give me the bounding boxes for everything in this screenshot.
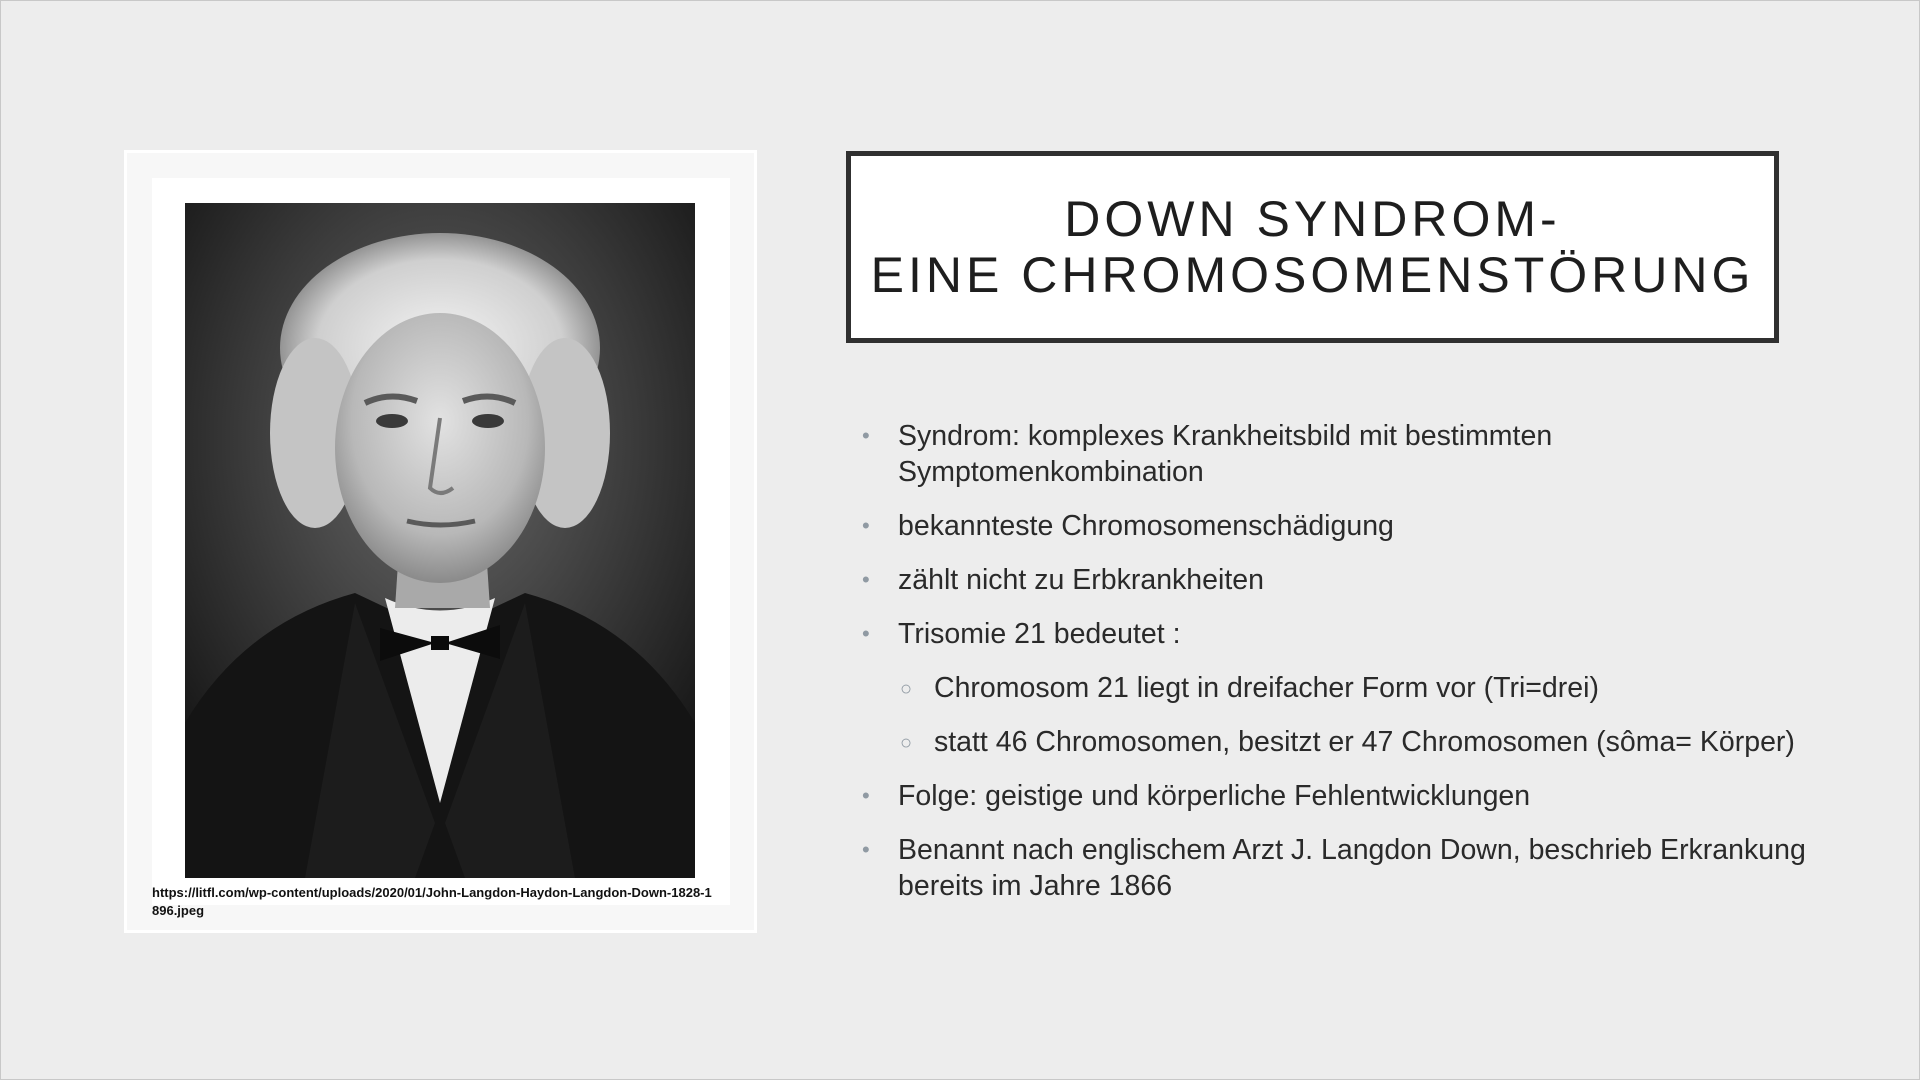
bullet-text-line: Benannt nach englischem Arzt J. Langdon Down, beschrieb Erkrankung [898, 834, 1806, 866]
circle-bullet-icon: ○ [900, 732, 913, 754]
bullet-dot-icon: • [862, 837, 870, 862]
slide-title-line2: EINE CHROMOSOMENSTÖRUNG [870, 247, 1755, 303]
sub-bullet-text: Chromosom 21 liegt in dreifacher Form vor (Tri=drei) [934, 672, 1599, 704]
bullet-text: zählt nicht zu Erbkrankheiten [898, 564, 1264, 596]
bullet-text: Folge: geistige und körperliche Fehlentwicklungen [898, 780, 1531, 812]
bullet-dot-icon: • [862, 513, 870, 538]
title-box [846, 151, 1779, 343]
bullet-dot-icon: • [862, 567, 870, 592]
bullet-item [862, 832, 1862, 904]
bullet-item [862, 508, 1862, 544]
bullet-text-line: Symptomenkombination [898, 456, 1204, 488]
bullet-text: Trisomie 21 bedeutet : [898, 618, 1181, 650]
bullet-text: bekannteste Chromosomenschädigung [898, 510, 1394, 542]
bullet-item [862, 616, 1862, 652]
slide-title-line1: DOWN SYNDROM- [1064, 191, 1561, 247]
sub-bullet-item [862, 670, 1862, 706]
bullet-text-line: bereits im Jahre 1866 [898, 870, 1173, 902]
sub-bullet-text: statt 46 Chromosomen, besitzt er 47 Chromosomen (sôma= Körper) [934, 726, 1795, 758]
sub-bullet-item [862, 724, 1862, 760]
bullet-dot-icon: • [862, 423, 870, 448]
bullet-dot-icon: • [862, 621, 870, 646]
bullet-dot-icon: • [862, 783, 870, 808]
bullet-item [862, 562, 1862, 598]
slide-title [871, 191, 1755, 303]
bullet-text-line: Syndrom: komplexes Krankheitsbild mit bestimmten [898, 420, 1553, 452]
bullet-list [862, 418, 1862, 922]
portrait-image [185, 203, 695, 878]
bullet-item [862, 778, 1862, 814]
circle-bullet-icon: ○ [900, 678, 913, 700]
image-credit-url: https://litfl.com/wp-content/uploads/2020/01/John-Langdon-Haydon-Langdon-Down-1828-1896.jpeg [152, 885, 712, 918]
bullet-item [862, 418, 1862, 490]
